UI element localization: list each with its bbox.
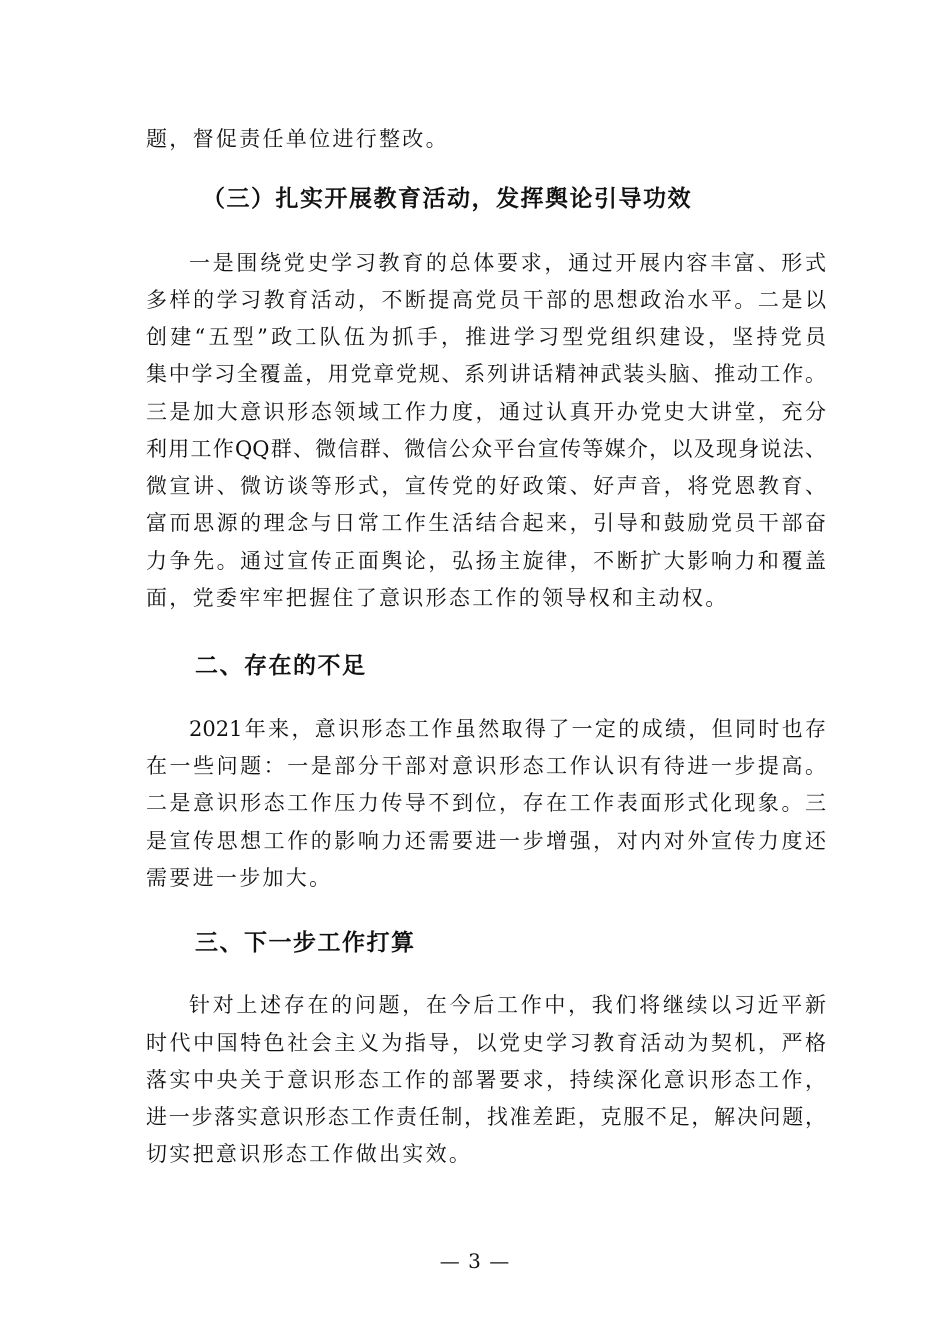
paragraph-line: 是宣传思想工作的影响力还需要进一步增强，对内对外宣传力度还 xyxy=(146,829,826,853)
paragraph-line: 微宣讲、微访谈等形式，宣传党的好政策、好声音，将党恩教育、 xyxy=(146,474,826,498)
paragraph-line: 三是加大意识形态领域工作力度，通过认真开办党史大讲堂，充分 xyxy=(146,400,826,424)
section-heading-three: （三）扎实开展教育活动，发挥舆论引导功效 xyxy=(202,186,692,212)
paragraph-line: 需要进一步加大。 xyxy=(146,866,333,890)
paragraph-line: 面，党委牢牢把握住了意识形态工作的领导权和主动权。 xyxy=(146,586,729,610)
paragraph-line: 进一步落实意识形态工作责任制，找准差距，克服不足，解决问题， xyxy=(146,1105,826,1129)
paragraph-line: 一是围绕党史学习教育的总体要求，通过开展内容丰富、形式 xyxy=(189,251,826,275)
paragraph-line: 时代中国特色社会主义为指导，以党史学习教育活动为契机，严格 xyxy=(146,1031,826,1055)
paragraph-line: 切实把意识形态工作做出实效。 xyxy=(146,1142,473,1166)
paragraph-line: 2021年来，意识形态工作虽然取得了一定的成绩，但同时也存 xyxy=(189,717,826,741)
page-number: — 3 — xyxy=(439,1249,511,1273)
section-heading-next-steps: 三、下一步工作打算 xyxy=(195,930,416,956)
paragraph-line: 利用工作QQ群、微信群、微信公众平台宣传等媒介，以及现身说法、 xyxy=(146,437,826,461)
paragraph-line: 多样的学习教育活动，不断提高党员干部的思想政治水平。二是以 xyxy=(146,288,826,312)
paragraph-line: 力争先。通过宣传正面舆论，弘扬主旋律，不断扩大影响力和覆盖 xyxy=(146,549,826,573)
paragraph-line: 创建“五型”政工队伍为抓手，推进学习型党组织建设，坚持党员 xyxy=(146,325,826,349)
paragraph-line: 富而思源的理念与日常工作生活结合起来，引导和鼓励党员干部奋 xyxy=(146,511,826,535)
continued-text-line: 题，督促责任单位进行整改。 xyxy=(146,127,449,151)
paragraph-line: 集中学习全覆盖，用党章党规、系列讲话精神武装头脑、推动工作。 xyxy=(146,362,826,386)
paragraph-line: 针对上述存在的问题，在今后工作中，我们将继续以习近平新 xyxy=(189,993,826,1017)
section-heading-shortcomings: 二、存在的不足 xyxy=(195,653,367,679)
paragraph-line: 落实中央关于意识形态工作的部署要求，持续深化意识形态工作， xyxy=(146,1068,826,1092)
paragraph-line: 二是意识形态工作压力传导不到位，存在工作表面形式化现象。三 xyxy=(146,791,826,815)
paragraph-line: 在一些问题：一是部分干部对意识形态工作认识有待进一步提高。 xyxy=(146,754,826,778)
